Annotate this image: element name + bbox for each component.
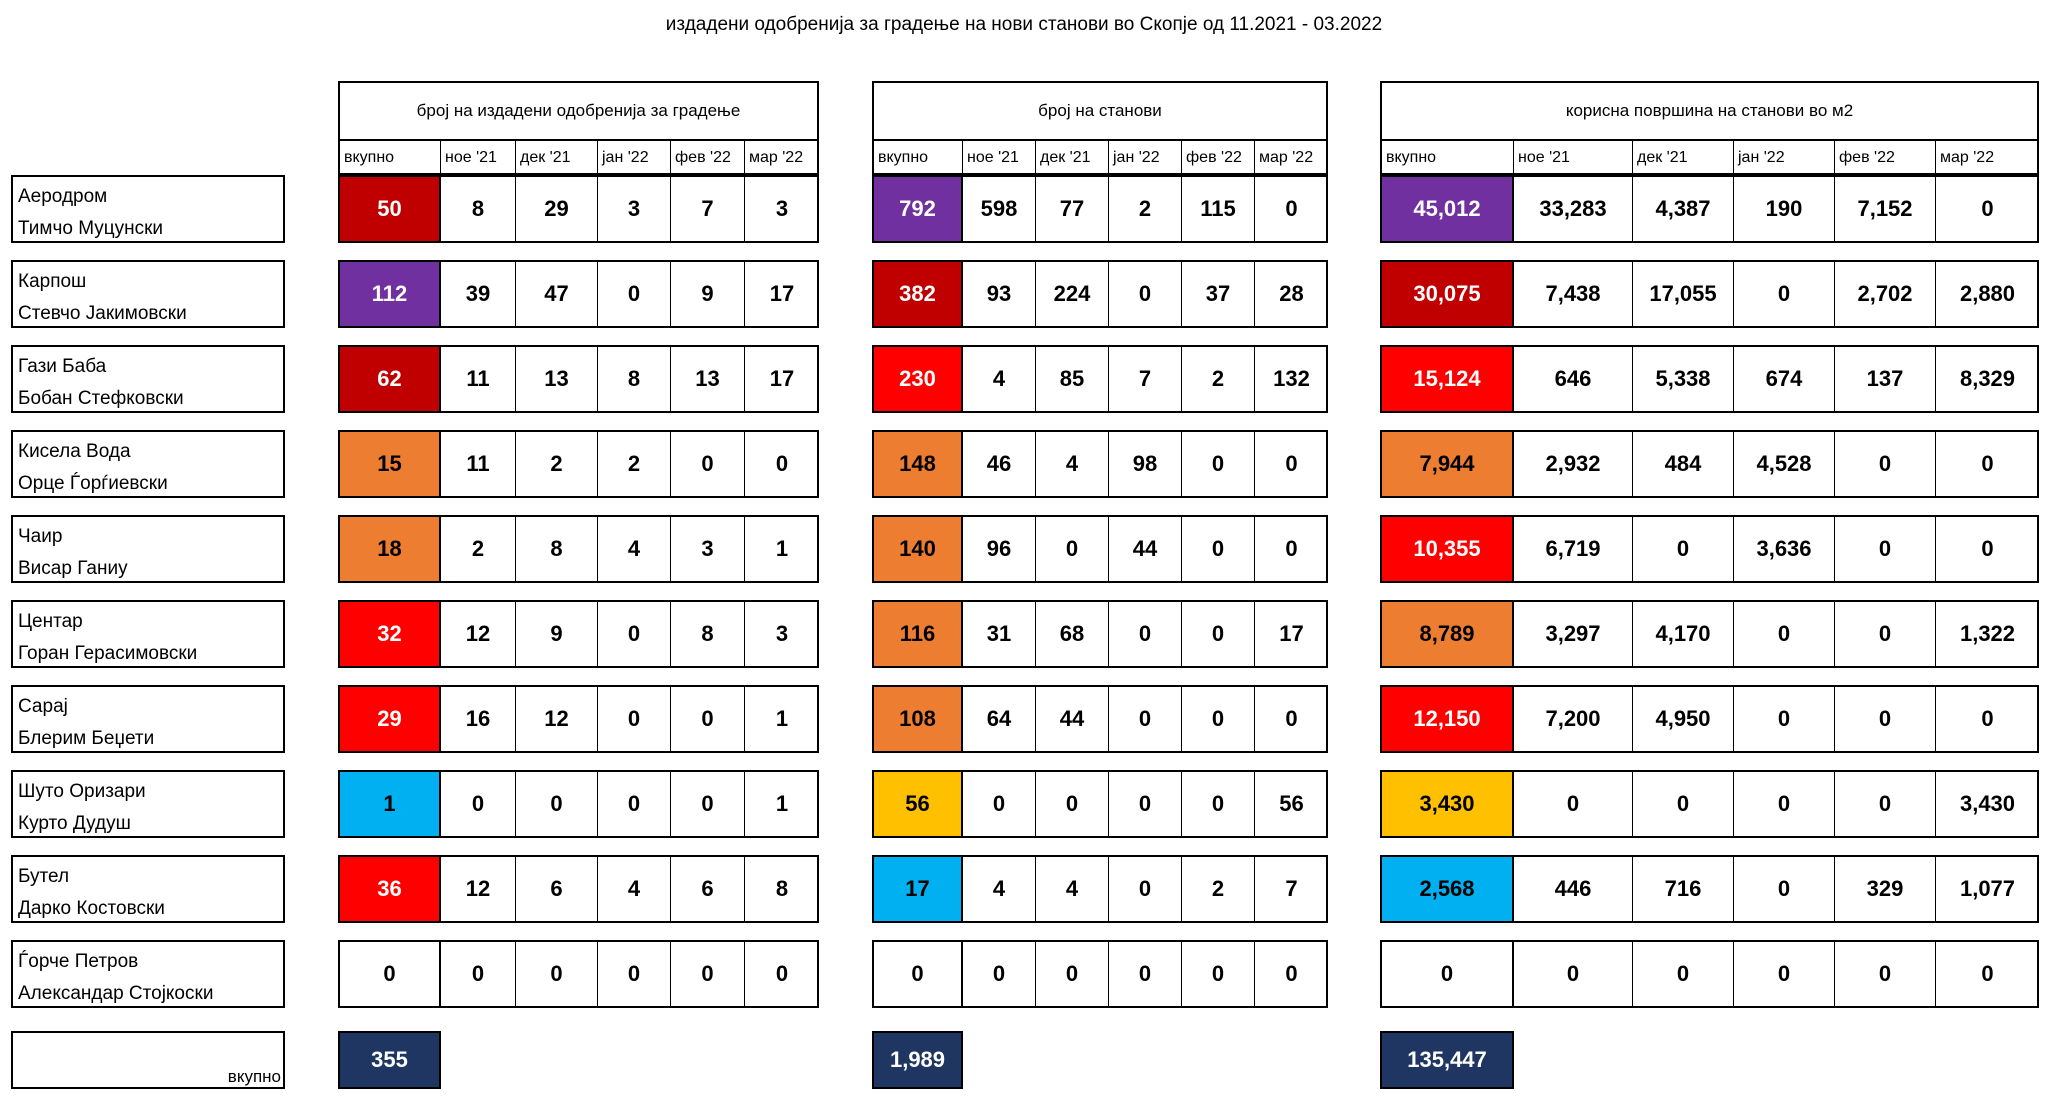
- monthly-value-cell: 0: [1835, 687, 1936, 751]
- permits-monthly-cells: [441, 430, 819, 498]
- municipality-name: Аеродром: [18, 186, 108, 207]
- municipality-name: Кисела Вода: [18, 441, 131, 462]
- monthly-value-cell: 1,077: [1959, 876, 2016, 901]
- monthly-value-cell: 2: [1182, 857, 1255, 921]
- permits-monthly-cells: [441, 855, 819, 923]
- monthly-value-cell: 46: [963, 432, 1036, 496]
- area-row: [1380, 600, 2039, 668]
- monthly-value-cell: 0: [775, 451, 789, 476]
- monthly-value-cell: 2,880: [1959, 281, 2016, 306]
- monthly-value-cell: 0: [516, 772, 598, 836]
- monthly-value-cell: 115: [1182, 177, 1255, 241]
- municipality-name-cell: [11, 600, 285, 668]
- apartments-monthly-cells: [963, 260, 1328, 328]
- monthly-value-cell: 0: [1835, 602, 1936, 666]
- monthly-value-cell: 0: [1285, 961, 1298, 986]
- mayor-name: Курто Дудуш: [18, 813, 131, 834]
- area-monthly-cells: [1514, 515, 2039, 583]
- monthly-value-cell: 7: [671, 177, 745, 241]
- area-monthly-cells: [1514, 685, 2039, 753]
- area-total-cell: 45,012: [1380, 175, 1514, 243]
- monthly-value-cell: 4: [598, 517, 671, 581]
- permits-row: [338, 515, 819, 583]
- permits-monthly-cells: [441, 175, 819, 243]
- monthly-value-cell: 0: [1835, 517, 1936, 581]
- area-total-cell: 30,075: [1380, 260, 1514, 328]
- monthly-value-cell: 132: [1273, 366, 1310, 391]
- page-title: издадени одобренија за градење на нови станови во Скопје од 11.2021 - 03.2022: [665, 14, 1383, 35]
- monthly-value-cell: 674: [1734, 347, 1835, 411]
- monthly-value-cell: 0: [1036, 517, 1109, 581]
- monthly-value-cell: 4: [598, 857, 671, 921]
- monthly-value-cell: 224: [1036, 262, 1109, 326]
- monthly-value-cell: 16: [441, 687, 516, 751]
- monthly-value-cell: 17: [1279, 621, 1304, 646]
- municipality-name-cell: [11, 515, 285, 583]
- monthly-value-cell: 0: [671, 942, 745, 1006]
- monthly-value-cell: 0: [441, 772, 516, 836]
- monthly-value-cell: 0: [1182, 687, 1255, 751]
- monthly-value-cell: 0: [598, 687, 671, 751]
- monthly-value-cell: 446: [1514, 857, 1633, 921]
- column-header: мар '22: [1259, 149, 1314, 166]
- monthly-value-cell: 7: [1109, 347, 1182, 411]
- permits-total-cell: 36: [338, 855, 441, 923]
- apartments-row: [872, 600, 1328, 668]
- apartments-total-cell: 382: [872, 260, 963, 328]
- monthly-value-cell: 8: [775, 876, 789, 901]
- permits-total-cell: 32: [338, 600, 441, 668]
- apartments-monthly-cells: [963, 855, 1328, 923]
- apartments-row: [872, 515, 1328, 583]
- apartments-row: [872, 685, 1328, 753]
- monthly-value-cell: 0: [1182, 772, 1255, 836]
- mayor-name: Бобан Стефковски: [18, 388, 184, 409]
- monthly-value-cell: 1: [775, 536, 789, 561]
- monthly-value-cell: 7,200: [1514, 687, 1633, 751]
- apartments-total-cell: 116: [872, 600, 963, 668]
- municipality-name-cell: [11, 430, 285, 498]
- monthly-value-cell: 484: [1633, 432, 1734, 496]
- monthly-value-cell: 96: [963, 517, 1036, 581]
- apartments-monthly-cells: [963, 940, 1328, 1008]
- monthly-value-cell: 6: [516, 857, 598, 921]
- monthly-value-cell: 0: [1182, 602, 1255, 666]
- monthly-value-cell: 0: [1285, 536, 1298, 561]
- area-grand-total: 135,447: [1380, 1031, 1514, 1089]
- municipality-name-cell: [11, 940, 285, 1008]
- municipality-name: Сарај: [18, 696, 68, 717]
- municipality-name: Карпош: [18, 271, 87, 292]
- column-header: јан '22: [598, 141, 671, 173]
- monthly-value-cell: 11: [441, 347, 516, 411]
- area-monthly-cells: [1514, 430, 2039, 498]
- monthly-value-cell: 33,283: [1514, 177, 1633, 241]
- apartments-total-cell: 108: [872, 685, 963, 753]
- monthly-value-cell: 12: [516, 687, 598, 751]
- monthly-value-cell: 2: [441, 517, 516, 581]
- monthly-value-cell: 98: [1109, 432, 1182, 496]
- municipality-name: Гази Баба: [18, 356, 107, 377]
- area-total-cell: 7,944: [1380, 430, 1514, 498]
- permits-monthly-cells: [441, 515, 819, 583]
- monthly-value-cell: 6,719: [1514, 517, 1633, 581]
- apartments-row: [872, 430, 1328, 498]
- monthly-value-cell: 17: [769, 366, 795, 391]
- monthly-value-cell: 0: [516, 942, 598, 1006]
- monthly-value-cell: 68: [1036, 602, 1109, 666]
- apartments-total-cell: 230: [872, 345, 963, 413]
- monthly-value-cell: 44: [1109, 517, 1182, 581]
- monthly-value-cell: 0: [1514, 942, 1633, 1006]
- monthly-value-cell: 0: [1734, 857, 1835, 921]
- column-header: фев '22: [1182, 141, 1255, 173]
- municipality-name-cell: [11, 770, 285, 838]
- column-header: ное '21: [441, 141, 516, 173]
- mayor-name: Александар Стојкоски: [18, 983, 214, 1004]
- municipality-name: Шуто Оризари: [18, 781, 146, 802]
- monthly-value-cell: 0: [1182, 432, 1255, 496]
- monthly-value-cell: 0: [671, 432, 745, 496]
- monthly-value-cell: 0: [1036, 942, 1109, 1006]
- monthly-value-cell: 7,152: [1835, 177, 1936, 241]
- area-section-title: корисна површина на станови во м2: [1380, 81, 2039, 141]
- monthly-value-cell: 3: [775, 196, 789, 221]
- monthly-value-cell: 4: [1036, 432, 1109, 496]
- monthly-value-cell: 17,055: [1633, 262, 1734, 326]
- monthly-value-cell: 4,387: [1633, 177, 1734, 241]
- mayor-name: Стевчо Јакимовски: [18, 303, 187, 324]
- area-row: [1380, 345, 2039, 413]
- monthly-value-cell: 37: [1182, 262, 1255, 326]
- area-row: [1380, 175, 2039, 243]
- permits-row: [338, 855, 819, 923]
- monthly-value-cell: 0: [1182, 517, 1255, 581]
- column-header: дек '21: [1633, 141, 1734, 173]
- permits-total-cell: 112: [338, 260, 441, 328]
- monthly-value-cell: 1: [775, 791, 789, 816]
- permits-total-cell: 1: [338, 770, 441, 838]
- permits-total-cell: 29: [338, 685, 441, 753]
- apartments-monthly-cells: [963, 770, 1328, 838]
- monthly-value-cell: 3,430: [1959, 791, 2016, 816]
- monthly-value-cell: 0: [1734, 772, 1835, 836]
- monthly-value-cell: 29: [516, 177, 598, 241]
- permits-row: [338, 685, 819, 753]
- monthly-value-cell: 0: [1109, 262, 1182, 326]
- permits-total-cell: 18: [338, 515, 441, 583]
- municipality-name-cell: [11, 260, 285, 328]
- area-total-cell: 10,355: [1380, 515, 1514, 583]
- monthly-value-cell: 190: [1734, 177, 1835, 241]
- area-monthly-cells: [1514, 855, 2039, 923]
- monthly-value-cell: 646: [1514, 347, 1633, 411]
- column-header: фев '22: [1835, 141, 1936, 173]
- monthly-value-cell: 0: [1182, 942, 1255, 1006]
- monthly-value-cell: 0: [1109, 772, 1182, 836]
- apartments-monthly-cells: [963, 345, 1328, 413]
- monthly-value-cell: 0: [1981, 961, 1994, 986]
- apartments-monthly-cells: [963, 175, 1328, 243]
- monthly-value-cell: 85: [1036, 347, 1109, 411]
- permits-monthly-cells: [441, 685, 819, 753]
- monthly-value-cell: 0: [963, 942, 1036, 1006]
- monthly-value-cell: 0: [1835, 772, 1936, 836]
- monthly-value-cell: 7,438: [1514, 262, 1633, 326]
- monthly-value-cell: 4: [1036, 857, 1109, 921]
- monthly-value-cell: 329: [1835, 857, 1936, 921]
- area-monthly-cells: [1514, 940, 2039, 1008]
- permits-monthly-cells: [441, 600, 819, 668]
- monthly-value-cell: 9: [516, 602, 598, 666]
- apartments-row: [872, 770, 1328, 838]
- monthly-value-cell: 0: [598, 602, 671, 666]
- apartments-row: [872, 175, 1328, 243]
- monthly-value-cell: 4: [963, 347, 1036, 411]
- monthly-value-cell: 0: [598, 942, 671, 1006]
- monthly-value-cell: 44: [1036, 687, 1109, 751]
- monthly-value-cell: 0: [1981, 706, 1994, 731]
- municipality-name: Бутел: [18, 866, 70, 887]
- municipality-name-cell: [11, 175, 285, 243]
- monthly-value-cell: 64: [963, 687, 1036, 751]
- monthly-value-cell: 0: [1633, 772, 1734, 836]
- mayor-name: Орце Ѓорѓиевски: [18, 473, 168, 494]
- permits-row: [338, 175, 819, 243]
- column-header: ное '21: [963, 141, 1036, 173]
- monthly-value-cell: 4,170: [1633, 602, 1734, 666]
- municipality-name: Чаир: [18, 526, 63, 547]
- monthly-value-cell: 0: [1109, 687, 1182, 751]
- monthly-value-cell: 0: [1981, 451, 1994, 476]
- monthly-value-cell: 6: [671, 857, 745, 921]
- municipality-name-cell: [11, 345, 285, 413]
- permits-row: [338, 260, 819, 328]
- area-monthly-cells: [1514, 260, 2039, 328]
- monthly-value-cell: 0: [1036, 772, 1109, 836]
- area-row: [1380, 430, 2039, 498]
- monthly-value-cell: 2: [516, 432, 598, 496]
- monthly-value-cell: 2: [1182, 347, 1255, 411]
- monthly-value-cell: 3,297: [1514, 602, 1633, 666]
- monthly-value-cell: 8: [598, 347, 671, 411]
- monthly-value-cell: 13: [516, 347, 598, 411]
- total-row-label: вкупно: [11, 1031, 285, 1089]
- monthly-value-cell: 31: [963, 602, 1036, 666]
- apartments-monthly-cells: [963, 430, 1328, 498]
- area-total-cell: 2,568: [1380, 855, 1514, 923]
- area-monthly-cells: [1514, 345, 2039, 413]
- permits-row: [338, 940, 819, 1008]
- monthly-value-cell: 0: [1981, 536, 1994, 561]
- monthly-value-cell: 0: [775, 961, 789, 986]
- apartments-row: [872, 345, 1328, 413]
- area-total-cell: 3,430: [1380, 770, 1514, 838]
- area-monthly-cells: [1514, 175, 2039, 243]
- monthly-value-cell: 0: [671, 687, 745, 751]
- column-header: јан '22: [1734, 141, 1835, 173]
- permits-row: [338, 430, 819, 498]
- permits-monthly-cells: [441, 260, 819, 328]
- area-total-cell: 12,150: [1380, 685, 1514, 753]
- area-monthly-cells: [1514, 770, 2039, 838]
- monthly-value-cell: 1,322: [1959, 621, 2016, 646]
- monthly-value-cell: 1: [775, 706, 789, 731]
- monthly-value-cell: 47: [516, 262, 598, 326]
- monthly-value-cell: 39: [441, 262, 516, 326]
- mayor-name: Дарко Костовски: [18, 898, 165, 919]
- monthly-value-cell: 0: [1285, 196, 1298, 221]
- monthly-value-cell: 0: [671, 772, 745, 836]
- monthly-value-cell: 5,338: [1633, 347, 1734, 411]
- monthly-value-cell: 7: [1285, 876, 1298, 901]
- monthly-value-cell: 17: [769, 281, 795, 306]
- monthly-value-cell: 4: [963, 857, 1036, 921]
- monthly-value-cell: 0: [1285, 451, 1298, 476]
- monthly-value-cell: 56: [1279, 791, 1304, 816]
- permits-grand-total: 355: [338, 1031, 441, 1089]
- area-row: [1380, 940, 2039, 1008]
- permits-monthly-cells: [441, 940, 819, 1008]
- monthly-value-cell: 3: [671, 517, 745, 581]
- permits-row: [338, 770, 819, 838]
- permits-total-cell: 15: [338, 430, 441, 498]
- monthly-value-cell: 3: [598, 177, 671, 241]
- monthly-value-cell: 4,950: [1633, 687, 1734, 751]
- apartments-total-cell: 140: [872, 515, 963, 583]
- monthly-value-cell: 0: [1734, 262, 1835, 326]
- monthly-value-cell: 0: [1109, 857, 1182, 921]
- column-header: вкупно: [874, 141, 963, 173]
- mayor-name: Висар Ганиу: [18, 558, 128, 579]
- permits-monthly-cells: [441, 770, 819, 838]
- monthly-value-cell: 28: [1279, 281, 1304, 306]
- column-header: ное '21: [1514, 141, 1633, 173]
- column-header: јан '22: [1109, 141, 1182, 173]
- monthly-value-cell: 2,702: [1835, 262, 1936, 326]
- column-header: фев '22: [671, 141, 745, 173]
- permits-total-cell: 62: [338, 345, 441, 413]
- monthly-value-cell: 12: [441, 602, 516, 666]
- permits-total-cell: 0: [338, 940, 441, 1008]
- apartments-total-cell: 792: [872, 175, 963, 243]
- column-header: мар '22: [1940, 149, 1995, 166]
- area-row: [1380, 685, 2039, 753]
- apartments-total-cell: 17: [872, 855, 963, 923]
- apartments-section-title: број на станови: [872, 81, 1328, 141]
- mayor-name: Тимчо Муцунски: [18, 218, 164, 239]
- monthly-value-cell: 13: [671, 347, 745, 411]
- monthly-value-cell: 11: [441, 432, 516, 496]
- apartments-total-cell: 148: [872, 430, 963, 498]
- monthly-value-cell: 0: [963, 772, 1036, 836]
- monthly-value-cell: 0: [1835, 942, 1936, 1006]
- monthly-value-cell: 2,932: [1514, 432, 1633, 496]
- mayor-name: Блерим Беџети: [18, 728, 155, 749]
- apartments-row: [872, 940, 1328, 1008]
- monthly-value-cell: 8: [441, 177, 516, 241]
- monthly-value-cell: 3,636: [1734, 517, 1835, 581]
- monthly-value-cell: 0: [1633, 517, 1734, 581]
- monthly-value-cell: 137: [1835, 347, 1936, 411]
- monthly-value-cell: 0: [598, 772, 671, 836]
- monthly-value-cell: 0: [1285, 706, 1298, 731]
- area-row: [1380, 260, 2039, 328]
- monthly-value-cell: 0: [1981, 196, 1994, 221]
- area-row: [1380, 515, 2039, 583]
- area-total-cell: 0: [1380, 940, 1514, 1008]
- permits-section-title: број на издадени одобренија за градење: [338, 81, 819, 141]
- monthly-value-cell: 12: [441, 857, 516, 921]
- monthly-value-cell: 0: [1109, 942, 1182, 1006]
- monthly-value-cell: 0: [441, 942, 516, 1006]
- monthly-value-cell: 598: [963, 177, 1036, 241]
- monthly-value-cell: 0: [1514, 772, 1633, 836]
- area-total-cell: 8,789: [1380, 600, 1514, 668]
- area-row: [1380, 855, 2039, 923]
- monthly-value-cell: 9: [671, 262, 745, 326]
- area-column-headers: [1380, 141, 2039, 175]
- monthly-value-cell: 0: [1109, 602, 1182, 666]
- apartments-total-cell: 0: [872, 940, 963, 1008]
- municipality-name: Центар: [18, 611, 83, 632]
- monthly-value-cell: 2: [1109, 177, 1182, 241]
- permits-column-headers: [338, 141, 819, 175]
- monthly-value-cell: 0: [1734, 602, 1835, 666]
- area-total-cell: 15,124: [1380, 345, 1514, 413]
- monthly-value-cell: 3: [775, 621, 789, 646]
- permits-total-cell: 50: [338, 175, 441, 243]
- municipality-name: Ѓорче Петров: [18, 951, 139, 972]
- column-header: мар '22: [749, 149, 804, 166]
- monthly-value-cell: 8: [516, 517, 598, 581]
- monthly-value-cell: 0: [1734, 687, 1835, 751]
- apartments-row: [872, 855, 1328, 923]
- apartments-total-cell: 56: [872, 770, 963, 838]
- area-monthly-cells: [1514, 600, 2039, 668]
- monthly-value-cell: 77: [1036, 177, 1109, 241]
- monthly-value-cell: 716: [1633, 857, 1734, 921]
- municipality-name-cell: [11, 685, 285, 753]
- permits-monthly-cells: [441, 345, 819, 413]
- apartments-grand-total: 1,989: [872, 1031, 963, 1089]
- monthly-value-cell: 0: [1633, 942, 1734, 1006]
- mayor-name: Горан Герасимовски: [18, 643, 198, 664]
- column-header: дек '21: [516, 141, 598, 173]
- apartments-monthly-cells: [963, 515, 1328, 583]
- monthly-value-cell: 8: [671, 602, 745, 666]
- monthly-value-cell: 0: [598, 262, 671, 326]
- apartments-column-headers: [872, 141, 1328, 175]
- monthly-value-cell: 8,329: [1959, 366, 2016, 391]
- permits-row: [338, 600, 819, 668]
- column-header: дек '21: [1036, 141, 1109, 173]
- apartments-monthly-cells: [963, 685, 1328, 753]
- apartments-monthly-cells: [963, 600, 1328, 668]
- area-row: [1380, 770, 2039, 838]
- monthly-value-cell: 0: [1734, 942, 1835, 1006]
- monthly-value-cell: 4,528: [1734, 432, 1835, 496]
- monthly-value-cell: 0: [1835, 432, 1936, 496]
- apartments-row: [872, 260, 1328, 328]
- column-header: вкупно: [340, 141, 441, 173]
- monthly-value-cell: 93: [963, 262, 1036, 326]
- permits-row: [338, 345, 819, 413]
- monthly-value-cell: 2: [598, 432, 671, 496]
- municipality-name-cell: [11, 855, 285, 923]
- column-header: вкупно: [1382, 141, 1514, 173]
